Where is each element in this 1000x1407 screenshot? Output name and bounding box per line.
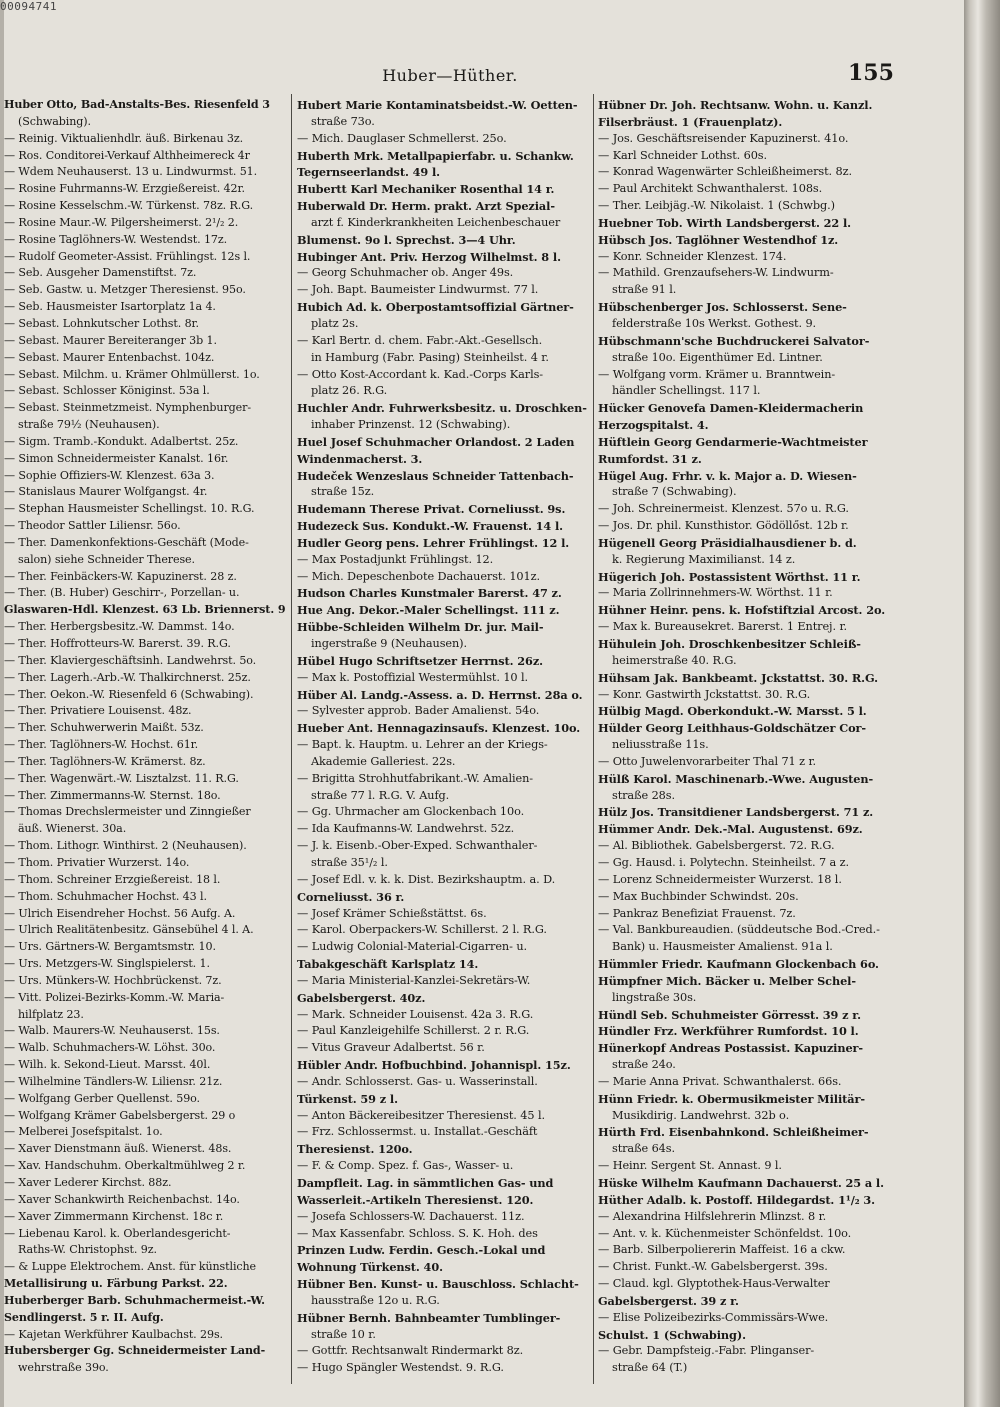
directory-entry: — Ther. Feinbäckers-W. Kapuzinerst. 28 z. xyxy=(4,569,237,583)
directory-entry: Hüftlein Georg Gendarmerie-Wachtmeister xyxy=(598,434,868,449)
directory-entry: — Xaver Dienstmann äuß. Wienerst. 48s. xyxy=(4,1142,232,1156)
directory-entry: Hübbe-Schleiden Wilhelm Dr. jur. Mail- xyxy=(297,620,544,635)
directory-entry: — Rosine Maur.-W. Pilgersheimerst. 2¹/₂ 2. xyxy=(4,215,239,229)
directory-entry: Hügel Aug. Frhr. v. k. Major a. D. Wiesen- xyxy=(598,468,857,483)
column-rule xyxy=(291,94,292,1384)
directory-entry: — Thom. Lithogr. Winthirst. 2 (Neuhausen). xyxy=(4,839,247,853)
directory-entry: hilfplatz 23. xyxy=(18,1007,84,1021)
directory-entry: Rumfordst. 31 z. xyxy=(598,451,702,466)
directory-entry: — Ther. (B. Huber) Geschirr-, Porzellan- u. xyxy=(4,586,240,600)
directory-entry: straße 7 (Schwabing). xyxy=(612,485,737,499)
directory-entry: Herzogspitalst. 4. xyxy=(598,418,709,433)
directory-entry: — Maria Zollrinnehmers-W. Wörthst. 11 r. xyxy=(598,586,833,600)
directory-entry: Hubert Marie Kontaminatsbeidst.-W. Oetten- xyxy=(297,98,578,112)
directory-entry: — Karl Schneider Lothst. 60s. xyxy=(598,148,767,162)
directory-entry: Gabelsbergerst. 39 z r. xyxy=(598,1293,739,1308)
directory-entry: — Val. Bankbureaudien. (süddeutsche Bod.-Cred.- xyxy=(598,923,880,937)
directory-entry: — Ther. Klaviergeschäftsinh. Landwehrst. 5o. xyxy=(4,653,257,667)
directory-entry: (Schwabing). xyxy=(18,114,91,128)
directory-entry: Hühulein Joh. Droschkenbesitzer Schleiß- xyxy=(598,637,861,651)
directory-entry: — Jos. Geschäftsreisender Kapuzinerst. 41o. xyxy=(598,131,849,145)
directory-entry: — Seb. Hausmeister Isartorplatz 1a 4. xyxy=(4,300,216,314)
directory-entry: — Ther. Leibjäg.-W. Nikolaist. 1 (Schwbg.) xyxy=(598,199,835,213)
directory-entry: — Xav. Handschuhm. Oberkaltmühlweg 2 r. xyxy=(4,1159,246,1173)
directory-entry: — Rosine Fuhrmanns-W. Erzgießereist. 42r. xyxy=(4,182,245,196)
directory-entry: — Hugo Spängler Westendst. 9. R.G. xyxy=(297,1361,504,1375)
directory-entry: — Xaver Schankwirth Reichenbachst. 14o. xyxy=(4,1192,240,1206)
directory-entry: — Xaver Lederer Kirchst. 88z. xyxy=(4,1176,172,1189)
directory-entry: Metallisirung u. Färbung Parkst. 22. xyxy=(4,1277,228,1291)
directory-entry: Hüther Adalb. k. Postoff. Hildegardst. 1¹/₂ 3. xyxy=(598,1192,876,1207)
directory-entry: — Thomas Drechslermeister und Zinngießer xyxy=(4,805,251,819)
directory-entry: — Elise Polizeibezirks-Commissärs-Wwe. xyxy=(598,1310,829,1324)
directory-entry: — & Luppe Elektrochem. Anst. für künstliche xyxy=(4,1260,257,1274)
directory-entry: heimerstraße 40. R.G. xyxy=(612,653,737,667)
directory-entry: Hündl Seb. Schuhmeister Görresst. 39 z r. xyxy=(598,1007,861,1022)
directory-entry: — Simon Schneidermeister Kanalst. 16r. xyxy=(4,451,229,465)
directory-entry: händler Schellingst. 117 l. xyxy=(612,384,761,398)
directory-entry: Hübschenberger Jos. Schlosserst. Sene- xyxy=(598,300,847,315)
directory-entry: arzt f. Kinderkrankheiten Leichenbeschauer xyxy=(311,215,561,229)
directory-entry: Corneliusst. 36 r. xyxy=(297,889,405,904)
directory-entry: Huberberger Barb. Schuhmachermeist.-W. xyxy=(4,1293,265,1307)
directory-entry: — Ulrich Realitätenbesitz. Gänsebühel 4 l. A. xyxy=(4,923,254,937)
directory-entry: — Gottfr. Rechtsanwalt Rindermarkt 8z. xyxy=(297,1344,524,1358)
directory-entry: straße 73o. xyxy=(311,114,375,128)
directory-entry: — Stanislaus Maurer Wolfgangst. 4r. xyxy=(4,485,208,499)
directory-entry: Theresienst. 120o. xyxy=(297,1142,413,1157)
book-page-edge xyxy=(964,0,1000,1407)
directory-entry: Hudson Charles Kunstmaler Barerst. 47 z. xyxy=(297,586,562,601)
directory-entry: platz 2s. xyxy=(311,316,359,330)
running-head: Huber—Hüther. xyxy=(382,66,518,85)
archive-stamp: 00094741 xyxy=(0,0,57,13)
directory-entry: Hülder Georg Leithhaus-Goldschätzer Cor- xyxy=(598,721,866,736)
directory-entry: — Christ. Funkt.-W. Gabelsbergerst. 39s. xyxy=(598,1260,828,1274)
directory-entry: — Konr. Gastwirth Jckstattst. 30. R.G. xyxy=(598,687,811,701)
directory-entry: — Max k. Bureausekret. Barerst. 1 Entrej. r. xyxy=(598,620,847,634)
directory-entry: — Liebenau Karol. k. Oberlandesgericht- xyxy=(4,1226,231,1240)
directory-entry: — Urs. Münkers-W. Hochbrückenst. 7z. xyxy=(4,973,222,987)
directory-entry: — Ther. Herbergsbesitz.-W. Dammst. 14o. xyxy=(4,620,235,634)
directory-entry: Hübel Hugo Schriftsetzer Herrnst. 26z. xyxy=(297,653,543,668)
directory-entry: Hübler Andr. Hofbuchbind. Johannispl. 15z. xyxy=(297,1058,571,1073)
directory-entry: Hügenell Georg Präsidialhausdiener b. d. xyxy=(598,535,857,550)
directory-entry: straße 64 (T.) xyxy=(612,1361,688,1375)
directory-entry: — Konr. Schneider Klenzest. 174. xyxy=(598,249,787,263)
directory-entry: Filserbräust. 1 (Frauenplatz). xyxy=(598,114,783,129)
directory-entry: inhaber Prinzenst. 12 (Schwabing). xyxy=(311,418,511,432)
directory-entry: — Wolfgang Gerber Quellenst. 59o. xyxy=(4,1091,200,1105)
directory-entry: Tegernseerlandst. 49 l. xyxy=(297,165,440,180)
directory-entry: Hübsch Jos. Taglöhner Westendhof 1z. xyxy=(598,232,839,247)
directory-entry: Tabakgeschäft Karlsplatz 14. xyxy=(297,957,479,972)
directory-entry: — Max Postadjunkt Frühlingst. 12. xyxy=(297,552,494,566)
directory-entry: Windenmacherst. 3. xyxy=(297,451,423,466)
directory-entry: — Lorenz Schneidermeister Wurzerst. 18 l. xyxy=(598,872,842,886)
directory-entry: Gabelsbergerst. 40z. xyxy=(297,990,426,1005)
directory-entry: straße 10o. Eigenthümer Ed. Lintner. xyxy=(612,350,823,364)
directory-entry: — Claud. kgl. Glyptothek-Haus-Verwalter xyxy=(598,1277,830,1291)
directory-entry: Hühsam Jak. Bankbeamt. Jckstattst. 30. R.G. xyxy=(598,670,878,685)
directory-entry: Hüber Al. Landg.-Assess. a. D. Herrnst. 28a o. xyxy=(297,687,583,702)
directory-entry: Prinzen Ludw. Ferdin. Gesch.-Lokal und xyxy=(297,1243,546,1258)
directory-entry: — Sebast. Schlosser Königinst. 53a l. xyxy=(4,384,210,398)
directory-entry: — Vitus Graveur Adalbertst. 56 r. xyxy=(297,1041,485,1055)
directory-entry: Hürth Frd. Eisenbahnkond. Schleißheimer- xyxy=(598,1125,869,1140)
directory-entry: — Seb. Ausgeher Damenstiftst. 7z. xyxy=(4,266,197,280)
directory-entry: — Josefa Schlossers-W. Dachauerst. 11z. xyxy=(297,1209,525,1223)
directory-entry: — Ther. Hoffrotteurs-W. Barerst. 39. R.G. xyxy=(4,637,231,650)
directory-entry: Hügerich Joh. Postassistent Wörthst. 11 r. xyxy=(598,569,861,584)
directory-entry: hausstraße 12o u. R.G. xyxy=(311,1293,440,1307)
directory-entry: straße 15z. xyxy=(311,485,375,499)
directory-entry: lingstraße 30s. xyxy=(612,990,697,1004)
directory-entry: Blumenst. 9o l. Sprechst. 3—4 Uhr. xyxy=(297,232,516,247)
directory-entry: platz 26. R.G. xyxy=(311,384,388,398)
directory-entry: — Georg Schuhmacher ob. Anger 49s. xyxy=(297,266,514,280)
directory-entry: — Stephan Hausmeister Schellingst. 10. R.G. xyxy=(4,502,255,516)
directory-entry: — Sigm. Tramb.-Kondukt. Adalbertst. 25z. xyxy=(4,434,239,448)
directory-entry: — Ther. Taglöhners-W. Krämerst. 8z. xyxy=(4,754,206,768)
directory-entry: Hücker Genovefa Damen-Kleidermacherin xyxy=(598,401,864,416)
directory-entry: — Thom. Schuhmacher Hochst. 43 l. xyxy=(4,889,207,903)
directory-entry: — Seb. Gastw. u. Metzger Theresienst. 95o. xyxy=(4,283,246,297)
directory-entry: Bank) u. Hausmeister Amalienst. 91a l. xyxy=(612,940,833,954)
directory-entry: — Paul Kanzleigehilfe Schillerst. 2 r. R.G. xyxy=(297,1024,530,1038)
directory-entry: — Ther. Zimmermanns-W. Sternst. 18o. xyxy=(4,788,221,802)
directory-entry: Akademie Galleriest. 22s. xyxy=(311,754,456,768)
directory-entry: — Sebast. Maurer Entenbachst. 104z. xyxy=(4,350,215,364)
directory-entry: Huchler Andr. Fuhrwerksbesitz. u. Droschken- xyxy=(297,401,587,416)
directory-entry: Hümpfner Mich. Bäcker u. Melber Schel- xyxy=(598,973,856,988)
directory-entry: k. Regierung Maximilianst. 14 z. xyxy=(612,552,796,566)
directory-entry: Hubich Ad. k. Oberpostamtsoffizial Gärtner- xyxy=(297,300,574,315)
directory-entry: Musikdirig. Landwehrst. 32b o. xyxy=(612,1108,790,1122)
directory-entry: — Ros. Conditorei-Verkauf Althheimereck 4r xyxy=(4,148,250,162)
directory-entry: Sendlingerst. 5 r. II. Aufg. xyxy=(4,1310,164,1324)
directory-entry: — Walb. Maurers-W. Neuhauserst. 15s. xyxy=(4,1024,220,1038)
directory-entry: Hudler Georg pens. Lehrer Frühlingst. 12 l. xyxy=(297,535,570,550)
directory-entry: — Marie Anna Privat. Schwanthalerst. 66s. xyxy=(598,1074,842,1088)
directory-entry: straße 24o. xyxy=(612,1058,676,1072)
directory-entry: — Bapt. k. Hauptm. u. Lehrer an der Kriegs- xyxy=(297,738,548,752)
directory-entry: Hubertt Karl Mechaniker Rosenthal 14 r. xyxy=(297,182,555,197)
directory-entry: — Theodor Sattler Liliensr. 56o. xyxy=(4,519,181,533)
directory-entry: Huebner Tob. Wirth Landsbergerst. 22 l. xyxy=(598,215,851,230)
directory-entry: — Ther. Damenkonfektions-Geschäft (Mode- xyxy=(4,535,249,549)
directory-entry: — Sebast. Lohnkutscher Lothst. 8r. xyxy=(4,316,199,330)
directory-entry: — Wilhelmine Tändlers-W. Liliensr. 21z. xyxy=(4,1074,223,1088)
directory-entry: straße 91 l. xyxy=(612,283,677,297)
directory-entry: straße 35¹/₂ l. xyxy=(311,855,388,869)
directory-entry: straße 77 l. R.G. V. Aufg. xyxy=(311,788,450,802)
directory-entry: Schulst. 1 (Schwabing). xyxy=(598,1327,746,1342)
directory-entry: Hüske Wilhelm Kaufmann Dachauerst. 25 a l. xyxy=(598,1176,884,1190)
directory-entry: — Ida Kaufmanns-W. Landwehrst. 52z. xyxy=(297,822,515,836)
directory-entry: — Kajetan Werkführer Kaulbachst. 29s. xyxy=(4,1327,223,1341)
directory-entry: — Wdem Neuhauserst. 13 u. Lindwurmst. 51. xyxy=(4,165,258,179)
directory-entry: — Sebast. Steinmetzmeist. Nymphenburger- xyxy=(4,401,251,415)
directory-entry: Hülz Jos. Transitdiener Landsbergerst. 71 z. xyxy=(598,805,874,820)
directory-entry: — Thom. Privatier Wurzerst. 14o. xyxy=(4,855,190,869)
directory-entry: — Anton Bäckereibesitzer Theresienst. 45 l. xyxy=(297,1108,545,1122)
column-rule xyxy=(593,94,594,1384)
directory-entry: Hündler Frz. Werkführer Rumfordst. 10 l. xyxy=(598,1024,859,1039)
directory-entry: — Sylvester approb. Bader Amalienst. 54o. xyxy=(297,704,540,718)
directory-entry: straße 64s. xyxy=(612,1142,675,1156)
directory-entry: — Rosine Kesselschm.-W. Türkenst. 78z. R.G. xyxy=(4,199,254,213)
page-number: 155 xyxy=(848,60,894,86)
directory-entry: — Barb. Silberpoliererin Maffeist. 16 a ckw. xyxy=(598,1243,846,1257)
directory-entry: — Wilh. k. Sekond-Lieut. Marsst. 40l. xyxy=(4,1058,211,1072)
directory-entry: — Max Kassenfabr. Schloss. S. K. Hoh. des xyxy=(297,1226,538,1240)
directory-entry: Hünerkopf Andreas Postassist. Kapuziner- xyxy=(598,1041,864,1056)
directory-entry: Hudemann Therese Privat. Corneliusst. 9s. xyxy=(297,502,566,517)
directory-entry: — Andr. Schlosserst. Gas- u. Wasserinstall. xyxy=(297,1074,538,1088)
directory-entry: — Josef Krämer Schießstättst. 6s. xyxy=(297,906,487,920)
directory-entry: — Karol. Oberpackers-W. Schillerst. 2 l. R.G. xyxy=(297,923,547,937)
directory-entry: — Otto Kost-Accordant k. Kad.-Corps Karls- xyxy=(297,367,544,381)
directory-entry: — Ther. Lagerh.-Arb.-W. Thalkirchnerst. 25z. xyxy=(4,670,251,684)
directory-entry: — Melberei Josefspitalst. 1o. xyxy=(4,1125,163,1139)
directory-entry: — Wolfgang vorm. Krämer u. Branntwein- xyxy=(598,367,836,381)
directory-entry: — Thom. Schreiner Erzgießereist. 18 l. xyxy=(4,872,221,886)
directory-entry: Hübner Ben. Kunst- u. Bauschloss. Schlacht- xyxy=(297,1277,579,1292)
directory-entry: salon) siehe Schneider Therese. xyxy=(18,552,195,566)
directory-entry: — Frz. Schlossermst. u. Installat.-Geschäft xyxy=(297,1125,538,1139)
directory-entry: — Ther. Taglöhners-W. Hochst. 61r. xyxy=(4,738,199,752)
directory-entry: — Brigitta Strohhutfabrikant.-W. Amalien- xyxy=(297,771,533,785)
directory-entry: — Max Buchbinder Schwindst. 20s. xyxy=(598,889,799,903)
directory-entry: — Rosine Taglöhners-W. Westendst. 17z. xyxy=(4,232,228,246)
directory-entry: — Ludwig Colonial-Material-Cigarren- u. xyxy=(297,940,527,954)
directory-entry: Dampfleit. Lag. in sämmtlichen Gas- und xyxy=(297,1176,554,1190)
directory-entry: — Mich. Dauglaser Schmellerst. 25o. xyxy=(297,131,507,145)
directory-entry: — Karl Bertr. d. chem. Fabr.-Akt.-Gesellsch. xyxy=(297,333,543,347)
directory-entry: — Jos. Dr. phil. Kunsthistor. Gödöllőst. 12b r. xyxy=(598,519,849,533)
directory-entry: — Rudolf Geometer-Assist. Frühlingst. 12s l. xyxy=(4,249,251,263)
directory-entry: straße 10 r. xyxy=(311,1327,376,1341)
directory-entry: Hubinger Ant. Priv. Herzog Wilhelmst. 8 l. xyxy=(297,249,561,264)
directory-entry: — Joh. Bapt. Baumeister Lindwurmst. 77 l. xyxy=(297,283,539,297)
directory-entry: — Ther. Wagenwärt.-W. Lisztalzst. 11. R.G. xyxy=(4,771,239,785)
directory-entry: — Gg. Uhrmacher am Glockenbach 10o. xyxy=(297,805,525,819)
directory-entry: Glaswaren-Hdl. Klenzest. 63 Lb. Briennerst. 9 xyxy=(4,603,286,617)
directory-entry: — Vitt. Polizei-Bezirks-Komm.-W. Maria- xyxy=(4,990,225,1004)
directory-entry: — Urs. Gärtners-W. Bergamtsmstr. 10. xyxy=(4,940,216,954)
directory-entry: — Konrad Wagenwärter Schleißheimerst. 8z. xyxy=(598,165,852,179)
directory-entry: — Ther. Privatiere Louisenst. 48z. xyxy=(4,704,192,718)
directory-entry: — Otto Juwelenvorarbeiter Thal 71 z r. xyxy=(598,754,817,768)
directory-entry: — Joh. Schreinermeist. Klenzest. 57o u. R.G. xyxy=(598,502,849,516)
directory-entry: Hue Ang. Dekor.-Maler Schellingst. 111 z. xyxy=(297,603,560,618)
directory-entry: Huberwald Dr. Herm. prakt. Arzt Spezial- xyxy=(297,199,555,214)
directory-entry: Hühner Heinr. pens. k. Hofstiftzial Arcost. 2o. xyxy=(598,603,886,618)
page-header xyxy=(0,60,964,90)
directory-entry: — Ther. Schuhwerwerin Maißt. 53z. xyxy=(4,721,204,735)
directory-entry: Hudeček Wenzeslaus Schneider Tattenbach- xyxy=(297,468,574,483)
directory-entry: Huber Otto, Bad-Anstalts-Bes. Riesenfeld 3 xyxy=(4,98,270,111)
directory-entry: — Sebast. Maurer Bereiteranger 3b 1. xyxy=(4,333,217,347)
directory-entry: — Xaver Zimmermann Kirchenst. 18c r. xyxy=(4,1209,224,1223)
directory-entry: — F. & Comp. Spez. f. Gas-, Wasser- u. xyxy=(297,1159,514,1173)
column-2 xyxy=(297,97,589,1387)
directory-entry: felderstraße 10s Werkst. Gothest. 9. xyxy=(612,316,817,330)
directory-entry: — Gebr. Dampfsteig.-Fabr. Plinganser- xyxy=(598,1344,815,1358)
directory-entry: Hubersberger Gg. Schneidermeister Land- xyxy=(4,1344,266,1358)
directory-entry: — Max k. Postoffizial Westermühlst. 10 l. xyxy=(297,670,529,684)
column-1 xyxy=(4,97,288,1387)
directory-entry: — Mathild. Grenzaufsehers-W. Lindwurm- xyxy=(598,266,834,280)
directory-entry: — Heinr. Sergent St. Annast. 9 l. xyxy=(598,1159,782,1173)
directory-entry: — Maria Ministerial-Kanzlei-Sekretärs-W. xyxy=(297,973,531,987)
directory-entry: äuß. Wienerst. 30a. xyxy=(18,822,127,836)
directory-entry: — Ant. v. k. Küchenmeister Schönfeldst. 10o. xyxy=(598,1226,852,1240)
directory-entry: Raths-W. Christophst. 9z. xyxy=(18,1243,157,1257)
directory-entry: Hueber Ant. Hennagazinsaufs. Klenzest. 10o. xyxy=(297,721,581,736)
directory-entry: Huel Josef Schuhmacher Orlandost. 2 Laden xyxy=(297,434,575,449)
directory-entry: — Gg. Hausd. i. Polytechn. Steinheilst. 7 a z. xyxy=(598,855,850,869)
directory-entry: — J. k. Eisenb.-Ober-Exped. Schwanthaler- xyxy=(297,839,538,853)
directory-entry: straße 79½ (Neuhausen). xyxy=(18,418,160,432)
directory-entry: wehrstraße 39o. xyxy=(18,1361,109,1375)
directory-entry: — Pankraz Benefiziat Frauenst. 7z. xyxy=(598,906,796,920)
directory-entry: Hümmer Andr. Dek.-Mal. Augustenst. 69z. xyxy=(598,822,863,837)
directory-entry: — Mark. Schneider Louisenst. 42a 3. R.G. xyxy=(297,1007,534,1021)
directory-entry: ingerstraße 9 (Neuhausen). xyxy=(311,637,467,650)
directory-entry: in Hamburg (Fabr. Pasing) Steinheilst. 4 r. xyxy=(311,350,549,364)
directory-entry: Huberth Mrk. Metallpapierfabr. u. Schankw. xyxy=(297,148,574,163)
directory-entry: Hünn Friedr. k. Obermusikmeister Militär- xyxy=(598,1091,865,1106)
directory-entry: — Paul Architekt Schwanthalerst. 108s. xyxy=(598,182,823,196)
directory-entry: Hübner Dr. Joh. Rechtsanw. Wohn. u. Kanzl. xyxy=(598,98,873,112)
column-3 xyxy=(598,97,890,1387)
directory-entry: Wasserleit.-Artikeln Theresienst. 120. xyxy=(297,1192,534,1207)
directory-entry: — Alexandrina Hilfslehrerin Mlinzst. 8 r. xyxy=(598,1209,827,1223)
directory-entry: Hülbig Magd. Oberkondukt.-W. Marsst. 5 l. xyxy=(598,704,867,719)
directory-entry: — Ther. Oekon.-W. Riesenfeld 6 (Schwabing). xyxy=(4,687,254,701)
directory-entry: — Urs. Metzgers-W. Singlspielerst. 1. xyxy=(4,957,210,971)
directory-entry: — Reinig. Viktualienhdlr. äuß. Birkenau 3z. xyxy=(4,131,244,145)
directory-entry: Hümmler Friedr. Kaufmann Glockenbach 6o. xyxy=(598,957,879,972)
directory-entry: — Wolfgang Krämer Gabelsbergerst. 29 o xyxy=(4,1108,236,1122)
directory-entry: Türkenst. 59 z l. xyxy=(297,1091,398,1106)
directory-entry: Hudezeck Sus. Kondukt.-W. Frauenst. 14 l. xyxy=(297,519,564,534)
directory-entry: straße 28s. xyxy=(612,788,675,802)
directory-entry: — Sebast. Milchm. u. Krämer Ohlmüllerst. 1o. xyxy=(4,367,260,381)
directory-entry: Hübschmann'sche Buchdruckerei Salvator- xyxy=(598,333,870,348)
directory-entry: Hübner Bernh. Bahnbeamter Tumblinger- xyxy=(297,1310,561,1325)
directory-entry: neliusstraße 11s. xyxy=(612,738,709,752)
directory-entry: — Sophie Offiziers-W. Klenzest. 63a 3. xyxy=(4,468,215,482)
directory-entry: Wohnung Türkenst. 40. xyxy=(297,1260,443,1275)
directory-entry: — Al. Bibliothek. Gabelsbergerst. 72. R.G. xyxy=(598,839,835,853)
directory-entry: — Josef Edl. v. k. k. Dist. Bezirkshauptm. a. D. xyxy=(297,872,556,886)
directory-entry: — Walb. Schuhmachers-W. Löhst. 30o. xyxy=(4,1041,216,1055)
directory-entry: — Mich. Depeschenbote Dachauerst. 101z. xyxy=(297,569,540,583)
directory-entry: Hülß Karol. Maschinenarb.-Wwe. Augusten- xyxy=(598,771,874,786)
directory-entry: — Ulrich Eisendreher Hochst. 56 Aufg. A. xyxy=(4,906,236,920)
